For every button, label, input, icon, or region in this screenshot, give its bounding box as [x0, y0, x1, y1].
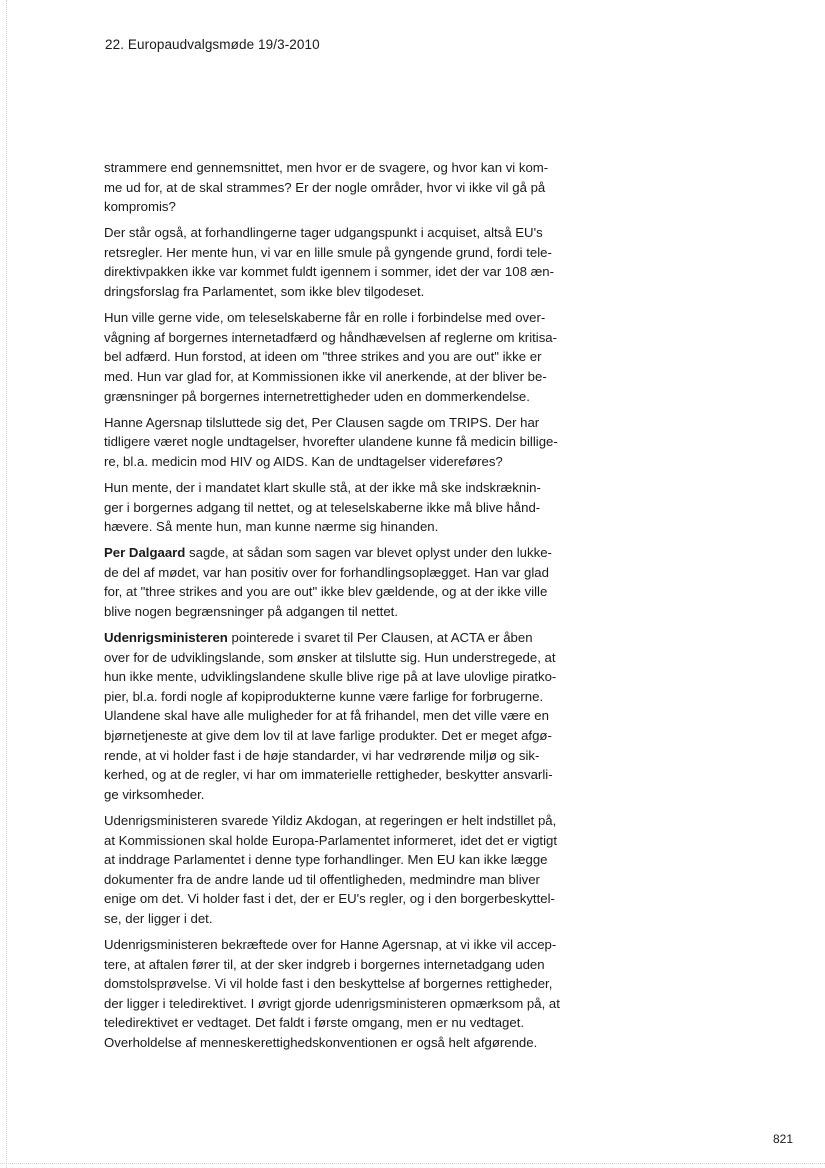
speaker-name: Udenrigsministeren — [104, 630, 228, 646]
text-line: bjørnetjeneste at give dem lov til at lave farlige produkter. Det er meget afgø- — [104, 728, 552, 744]
text-line: blive nogen begrænsninger på adgangen til nettet. — [104, 603, 399, 619]
text-line: ge virksomheder. — [104, 786, 205, 802]
text-line: me ud for, at de skal strammes? Er der nogle områder, hvor vi ikke vil gå på — [104, 179, 546, 195]
text-line: at Kommissionen skal holde Europa-Parlamentet informeret, idet det er vigtigt — [104, 832, 557, 848]
text-line: tere, at aftalen fører til, at der sker indgreb i borgernes internetadgang uden — [104, 956, 545, 972]
text-line: re, bl.a. medicin mod HIV og AIDS. Kan de undtagelser videreføres? — [104, 453, 503, 469]
text-line-rest: pointerede i svaret til Per Clausen, at ACTA er åben — [227, 630, 533, 646]
text-line: se, der ligger i det. — [104, 910, 213, 926]
paragraph — [104, 543, 582, 621]
text-line: grænsninger på borgernes internetrettigheder uden en dommerkendelse. — [104, 388, 530, 404]
text-line: Ulandene skal have alle muligheder for at få frihandel, men det ville være en — [104, 708, 549, 724]
text-line: ger i borgernes adgang til nettet, og at teleselskaberne ikke må blive hånd- — [104, 499, 541, 515]
text-line: teledirektivet er vedtaget. Det faldt i første omgang, men er nu vedtaget. — [104, 1015, 525, 1031]
text-line: hun ikke mente, udviklingslandene skulle blive rige på at lave ulovlige piratko- — [104, 669, 557, 685]
text-line: med. Hun var glad for, at Kommissionen ikke vil anerkende, at der bliver be- — [104, 368, 547, 384]
text-line: Udenrigsministeren bekræftede over for Hanne Agersnap, at vi ikke vil accep- — [104, 936, 557, 952]
text-line: at inddrage Parlamentet i denne type forhandlinger. Men EU kan ikke lægge — [104, 852, 548, 868]
text-line: Hanne Agersnap tilsluttede sig det, Per Clausen sagde om TRIPS. Der har — [104, 414, 540, 430]
text-line: de del af mødet, var han positiv over for forhandlingsoplægget. Han var glad — [104, 564, 549, 580]
paragraph — [104, 628, 582, 804]
paragraph — [104, 478, 582, 537]
text-line: Udenrigsministeren svarede Yildiz Akdogan, at regeringen er helt indstillet på, — [104, 812, 557, 828]
text-line: for, at "three strikes and you are out" ikke blev gældende, og at der ikke ville — [104, 584, 548, 600]
text-line: tidligere været nogle undtagelser, hvorefter ulandene kunne få medicin billige- — [104, 434, 558, 450]
speaker-name: Per Dalgaard — [104, 545, 186, 561]
page-edge-bottom — [0, 1163, 825, 1164]
text-line: over for de udviklingslande, som ønsker at tilslutte sig. Hun understregede, at — [104, 649, 556, 665]
text-line: retsregler. Her mente hun, vi var en lille smule på gyngende grund, fordi tele- — [104, 244, 552, 260]
text-line: der ligger i teledirektivet. I øvrigt gjorde udenrigsministeren opmærksom på, at — [104, 995, 560, 1011]
text-line: enige om det. Vi holder fast i det, der er EU's regler, og i den borgerbeskyttel- — [104, 891, 555, 907]
text-line: pier, bl.a. fordi nogle af kopiprodukterne kunne være farlige for forbrugerne. — [104, 688, 544, 704]
text-line: rende, at vi holder fast i de høje standarder, vi har vedrørende miljø og sik- — [104, 747, 540, 763]
text-line: Der står også, at forhandlingerne tager udgangspunkt i acquiset, altså EU's — [104, 225, 543, 241]
text-line — [104, 628, 582, 648]
text-line: strammere end gennemsnittet, men hvor er de svagere, og hvor kan vi kom- — [104, 160, 549, 175]
page-edge-left — [6, 0, 7, 1168]
paragraph — [104, 158, 582, 217]
paragraph — [104, 308, 582, 406]
text-line: Hun ville gerne vide, om teleselskaberne får en rolle i forbindelse med over- — [104, 310, 546, 326]
text-line: Overholdelse af menneskerettighedskonventionen er også helt afgørende. — [104, 1034, 538, 1050]
text-line: dokumenter fra de andre lande ud til offentligheden, medmindre man bliver — [104, 871, 540, 887]
page-number: 821 — [773, 1132, 794, 1146]
document-body — [104, 158, 582, 1059]
paragraph — [104, 413, 582, 472]
text-line: bel adfærd. Hun forstod, at ideen om "three strikes and you are out" ikke er — [104, 349, 542, 365]
text-line-rest: sagde, at sådan som sagen var blevet oplyst under den lukke- — [185, 545, 552, 561]
text-line: dringsforslag fra Parlamentet, som ikke blev tilgodeset. — [104, 284, 425, 300]
page-header: 22. Europaudvalgsmøde 19/3-2010 — [105, 37, 320, 52]
text-line: kerhed, og at de regler, vi har om immaterielle rettigheder, beskytter ansvarli- — [104, 767, 553, 783]
text-line: kompromis? — [104, 199, 176, 215]
text-line: hævere. Så mente hun, man kunne nærme sig hinanden. — [104, 519, 439, 535]
text-line — [104, 543, 582, 563]
paragraph — [104, 811, 582, 929]
paragraph — [104, 223, 582, 301]
text-line: Hun mente, der i mandatet klart skulle stå, at der ikke må ske indskræknin- — [104, 479, 541, 495]
text-line: direktivpakken ikke var kommet fuldt igennem i sommer, idet der var 108 æn- — [104, 264, 555, 280]
text-line: vågning af borgernes internetadfærd og håndhævelsen af reglerne om kritisa- — [104, 329, 558, 345]
paragraph — [104, 935, 582, 1053]
text-line: domstolsprøvelse. Vi vil holde fast i den beskyttelse af borgernes rettigheder, — [104, 976, 553, 992]
